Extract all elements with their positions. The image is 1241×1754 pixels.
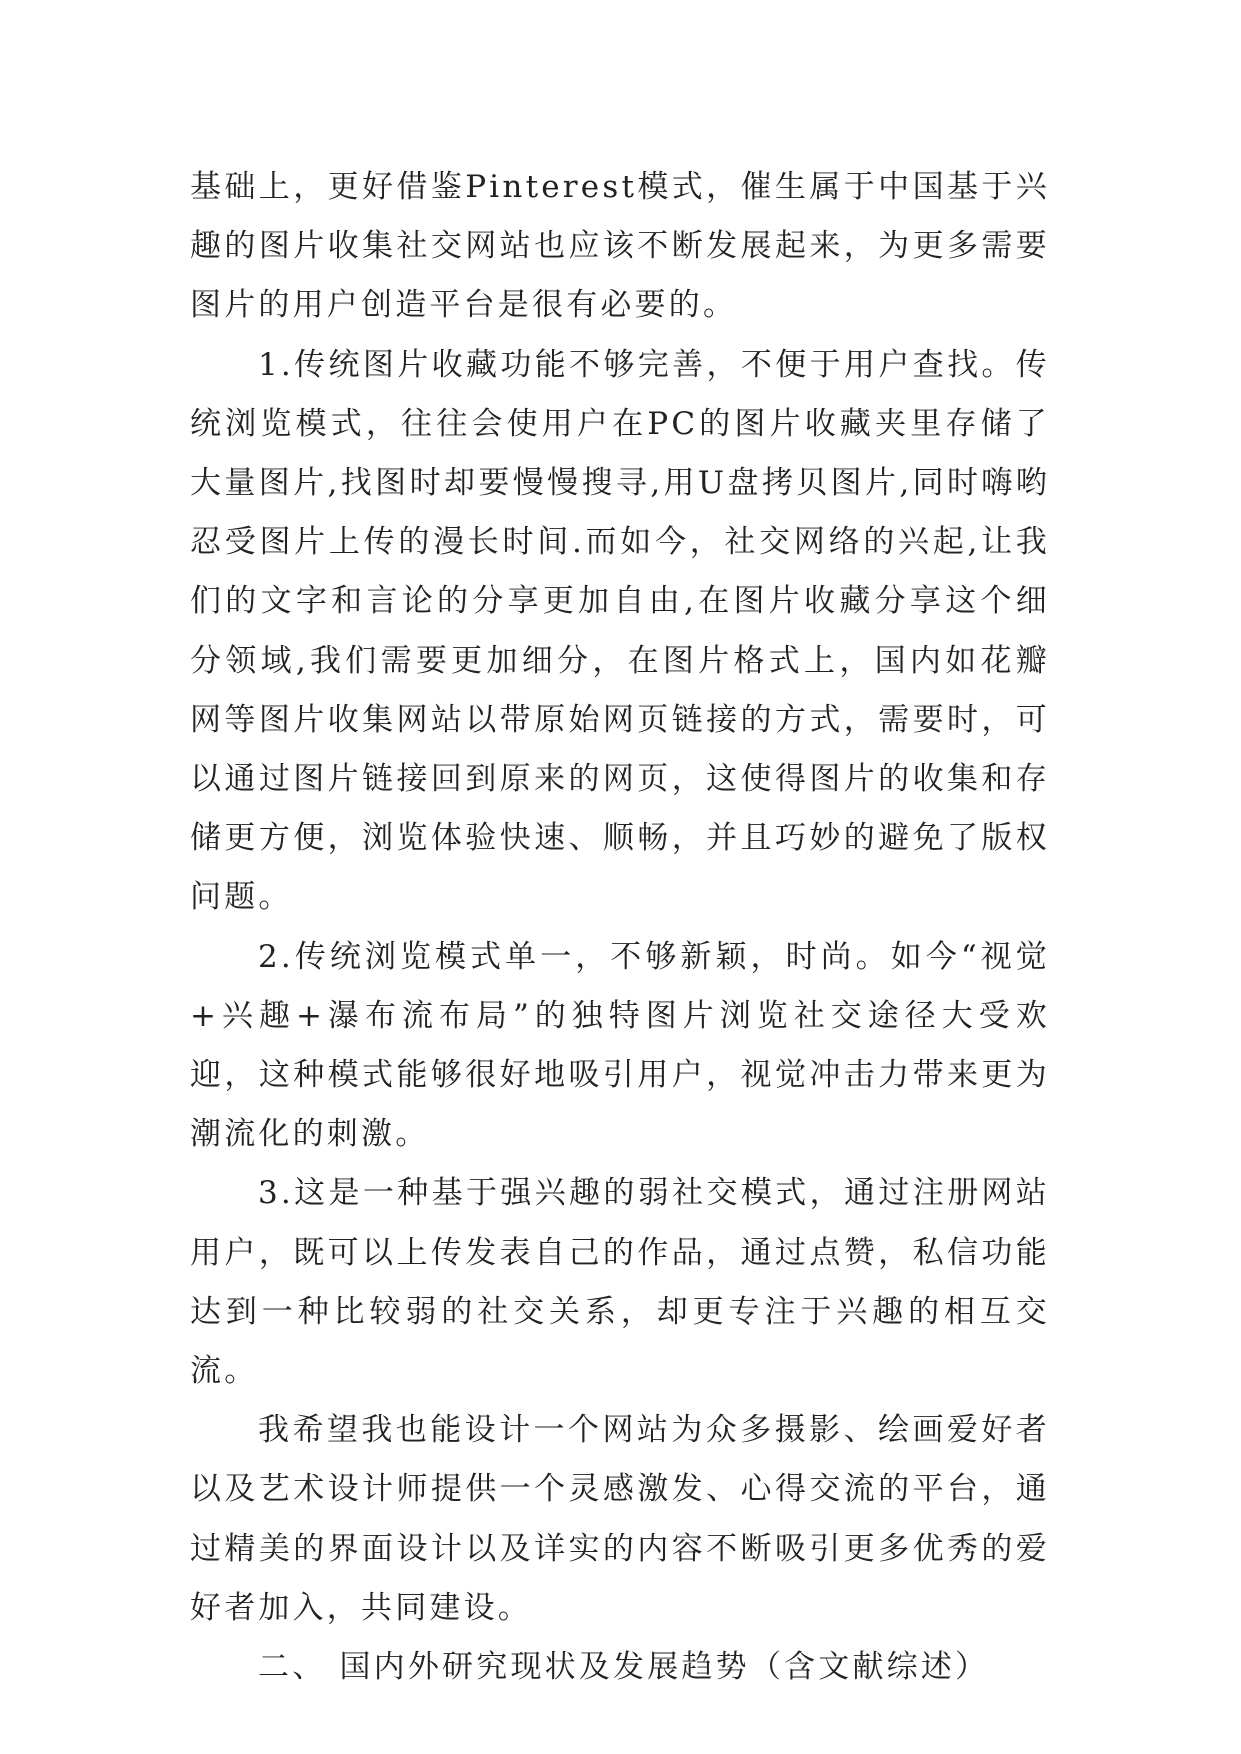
paragraph-intro-continuation: 基础上，更好借鉴Pinterest模式，催生属于中国基于兴趣的图片收集社交网站也应该不断发展起来，为更多需要图片的用户创造平台是很有必要的。 (190, 169, 1050, 324)
paragraph-goal: 我希望我也能设计一个网站为众多摄影、绘画爱好者以及艺术设计师提供一个灵感激发、心得交流的平台，通过精美的界面设计以及详实的内容不断吸引更多优秀的爱好者加入，共同建设。 (190, 1412, 1050, 1626)
paragraph-point-2: 2.传统浏览模式单一，不够新颖，时尚。如今“视觉+兴趣+瀑布流布局”的独特图片浏览社交途径大受欢迎，这种模式能够很好地吸引用户，视觉冲击力带来更为潮流化的刺激。 (190, 938, 1050, 1153)
section-heading: 二、 国内外研究现状及发展趋势（含文献综述） (258, 1649, 990, 1686)
paragraph-point-1: 1.传统图片收藏功能不够完善，不便于用户查找。传统浏览模式，往往会使用户在PC的图片收藏夹里存储了大量图片,找图时却要慢慢搜寻,用U盘拷贝图片,同时嗨哟忍受图片上传的漫长时间.而如今，社交网络的兴起,让我们的文字和言论的分享更加自由,在图片收藏分享这个细分领域,我们需要更加细分，在图片格式上，国内如花瓣网等图片收集网站以带原始网页链接的方式，需要时，可以通过图片链接回到原来的网页，这使得图片的收集和存储更方便，浏览体验快速、顺畅，并且巧妙的避免了版权问题。 (190, 346, 1050, 916)
paragraph-point-3: 3.这是一种基于强兴趣的弱社交模式，通过注册网站用户，既可以上传发表自己的作品，通过点赞，私信功能达到一种比较弱的社交关系，却更专注于兴趣的相互交流。 (190, 1175, 1050, 1390)
document-body (190, 158, 1050, 1697)
